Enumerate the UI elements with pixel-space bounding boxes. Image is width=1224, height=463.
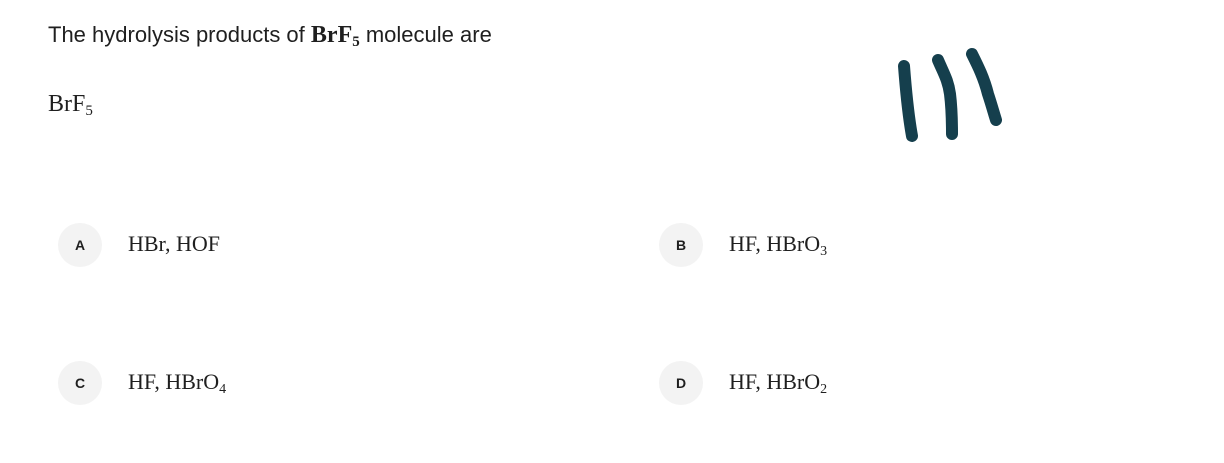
option-b-label[interactable]: HF, HBrO$_3$ bbox=[729, 231, 828, 259]
option-a-label[interactable]: HBr, HOF bbox=[128, 231, 221, 256]
formula-subscript: 5 bbox=[85, 103, 93, 119]
option-d-label[interactable]: HF, HBrO$_2$ bbox=[729, 369, 828, 397]
question-text-before: The hydrolysis products of bbox=[48, 22, 311, 47]
question-formula bbox=[311, 22, 360, 48]
question-formula-subscript: 5 bbox=[352, 34, 360, 50]
option-c-badge[interactable]: C bbox=[58, 361, 102, 405]
question-text bbox=[48, 20, 492, 50]
option-c-label[interactable]: HF, HBrO$_4$ bbox=[128, 369, 227, 397]
option-a-badge[interactable]: A bbox=[58, 223, 102, 267]
option-b-badge[interactable]: B bbox=[659, 223, 703, 267]
option-d-badge[interactable]: D bbox=[659, 361, 703, 405]
formula-display bbox=[48, 88, 93, 120]
formula-main: BrF bbox=[48, 91, 86, 117]
handwritten-stroke-2 bbox=[938, 60, 952, 134]
question-formula-main: BrF bbox=[310, 22, 353, 48]
question-text-after: molecule are bbox=[359, 22, 492, 47]
handwritten-mark-iii bbox=[890, 44, 1010, 148]
handwritten-stroke-3 bbox=[972, 54, 996, 120]
handwritten-stroke-1 bbox=[904, 66, 912, 136]
